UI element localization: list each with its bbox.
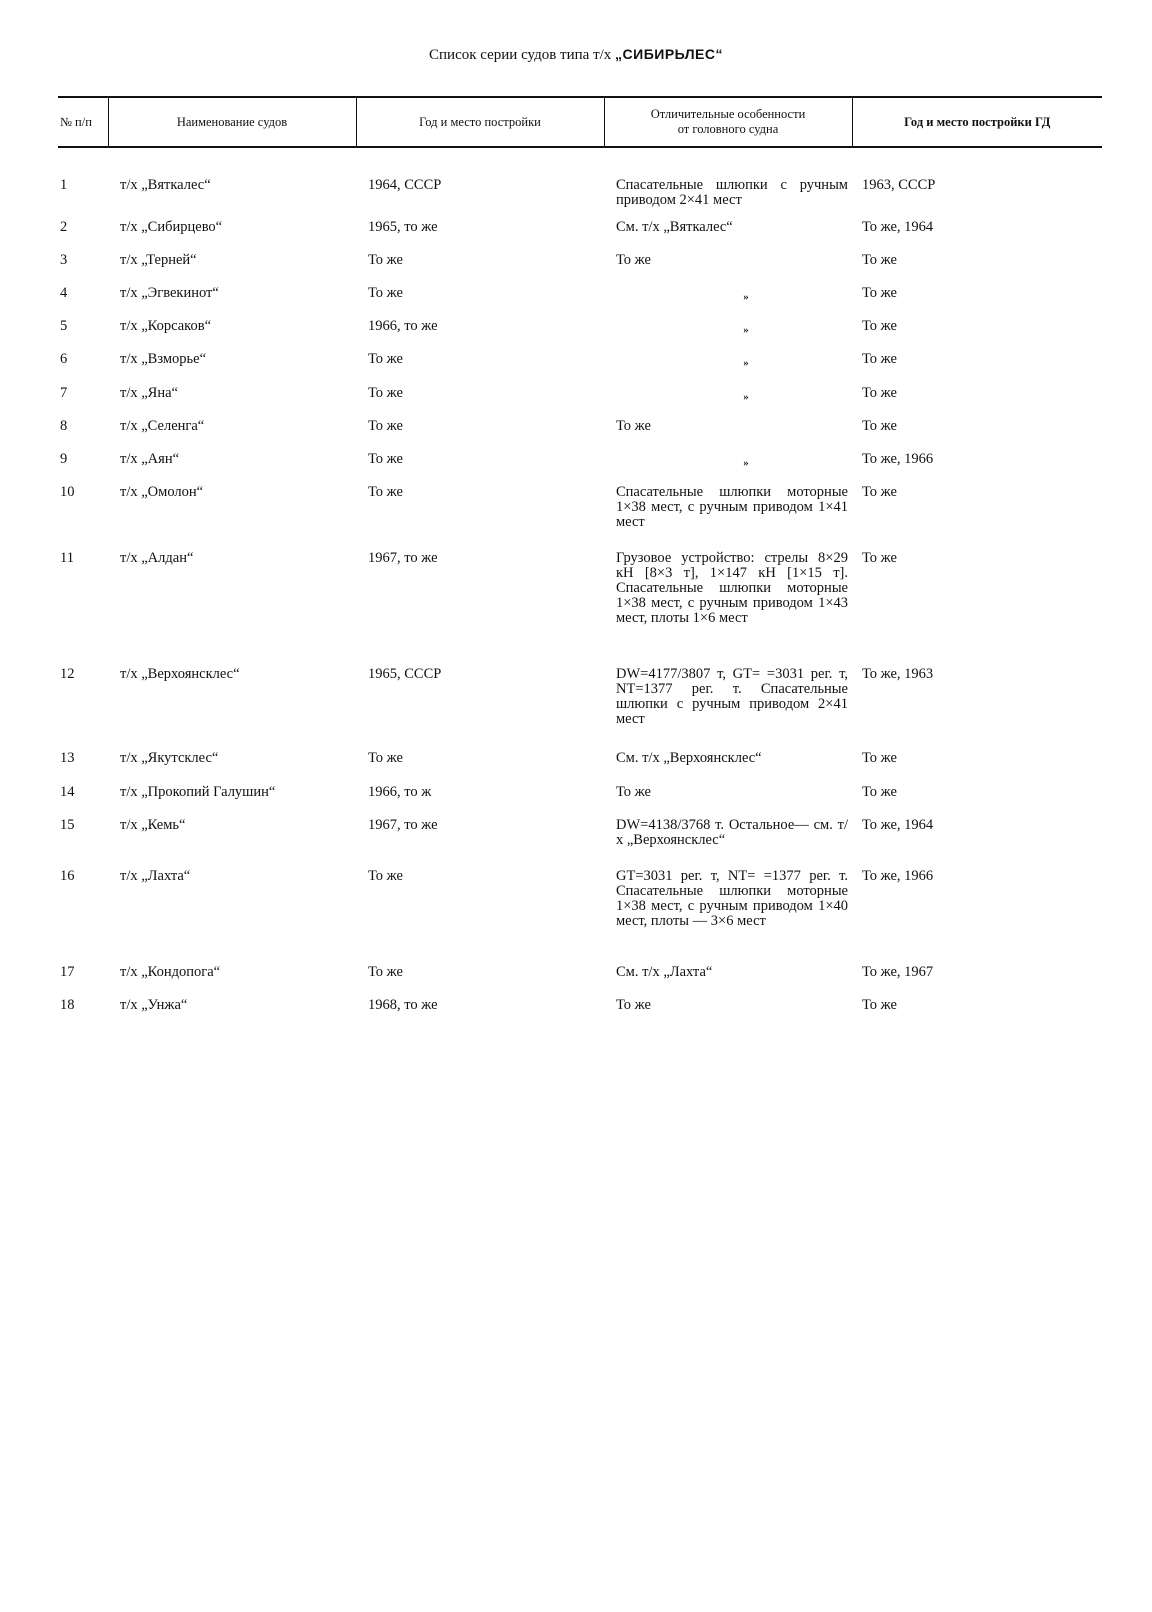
title-ship-type: „СИБИРЬЛЕС“ <box>615 46 723 62</box>
ditto-mark: » <box>743 357 749 369</box>
engine-build-cell: То же, 1967 <box>862 964 934 980</box>
engine-build-cell: То же <box>862 252 897 268</box>
build-year-cell: 1968, то же <box>368 997 438 1013</box>
distinctive-features-cell <box>604 452 852 485</box>
row-number-cell: 16 <box>60 868 75 884</box>
table-row <box>58 485 1102 551</box>
vessel-name-cell: т/х „Унжа“ <box>120 997 188 1013</box>
build-year-cell: 1967, то же <box>368 550 438 566</box>
column-header-number: № п/п <box>58 97 108 147</box>
column-header-features: Отличительные особенности от головного судна <box>604 97 852 147</box>
vessel-name-cell: т/х „Взморье“ <box>120 351 207 367</box>
table-row <box>58 551 1102 667</box>
row-number-cell: 2 <box>60 219 68 235</box>
table-row <box>58 785 1102 818</box>
build-year-cell: То же <box>368 964 403 980</box>
engine-build-cell: То же <box>862 484 897 500</box>
table-row <box>58 998 1102 1031</box>
distinctive-features-cell: См. т/х „Верхоянсклес“ <box>616 750 762 766</box>
engine-build-cell: То же <box>862 550 897 566</box>
engine-build-cell: То же <box>862 285 897 301</box>
table-row <box>58 869 1102 965</box>
row-number-cell: 1 <box>60 177 68 193</box>
ships-table <box>58 96 1102 1031</box>
row-number-cell: 17 <box>60 964 75 980</box>
distinctive-features-cell: То же <box>616 997 651 1013</box>
engine-build-cell: То же, 1963 <box>862 666 934 682</box>
distinctive-features-cell: Спасательные шлюпки с ручным приводом 2×41 мест <box>616 177 848 208</box>
engine-build-cell: То же <box>862 784 897 800</box>
build-year-cell: То же <box>368 868 403 884</box>
row-number-cell: 13 <box>60 750 75 766</box>
vessel-name-cell: т/х „Селенга“ <box>120 418 205 434</box>
build-year-cell: 1966, то же <box>368 318 438 334</box>
row-number-cell: 5 <box>60 318 68 334</box>
distinctive-features-cell: DW=4138/3768 т. Остальное— см. т/х „Верхоянсклес“ <box>616 817 848 848</box>
build-year-cell: То же <box>368 484 403 500</box>
header-spacer <box>58 147 1102 178</box>
vessel-name-cell: т/х „Омолон“ <box>120 484 204 500</box>
column-header-build-year: Год и место постройки <box>356 97 604 147</box>
row-number-cell: 14 <box>60 784 75 800</box>
row-number-cell: 4 <box>60 285 68 301</box>
vessel-name-cell: т/х „Якутсклес“ <box>120 750 219 766</box>
distinctive-features-cell <box>604 352 852 386</box>
distinctive-features-cell: Спасательные шлюпки моторные 1×38 мест, с ручным приводом 1×41 мест <box>616 484 848 530</box>
row-number-cell: 8 <box>60 418 68 434</box>
build-year-cell: То же <box>368 385 403 401</box>
table-row <box>58 286 1102 319</box>
row-number-cell: 12 <box>60 666 75 682</box>
table-row <box>58 352 1102 386</box>
engine-build-cell: То же, 1966 <box>862 451 934 467</box>
row-number-cell: 6 <box>60 351 68 367</box>
vessel-name-cell: т/х „Кемь“ <box>120 817 186 833</box>
vessel-name-cell: т/х „Терней“ <box>120 252 197 268</box>
table-header <box>58 97 1102 147</box>
column-header-engine-build: Год и место постройки ГД <box>852 97 1102 147</box>
vessel-name-cell: т/х „Корсаков“ <box>120 318 212 334</box>
table-body <box>58 147 1102 1031</box>
distinctive-features-cell <box>604 319 852 352</box>
ditto-mark: » <box>743 324 749 336</box>
engine-build-cell: То же <box>862 385 897 401</box>
build-year-cell: 1965, СССР <box>368 666 442 682</box>
table-row <box>58 253 1102 286</box>
distinctive-features-cell <box>604 386 852 419</box>
engine-build-cell: То же, 1964 <box>862 219 934 235</box>
table-row <box>58 220 1102 253</box>
build-year-cell: То же <box>368 285 403 301</box>
table-row <box>58 818 1102 869</box>
vessel-name-cell: т/х „Алдан“ <box>120 550 194 566</box>
distinctive-features-cell: См. т/х „Лахта“ <box>616 964 713 980</box>
build-year-cell: То же <box>368 418 403 434</box>
build-year-cell: То же <box>368 750 403 766</box>
distinctive-features-cell: То же <box>616 252 651 268</box>
ditto-mark: » <box>743 291 749 303</box>
build-year-cell: 1965, то же <box>368 219 438 235</box>
distinctive-features-cell: То же <box>616 418 651 434</box>
row-number-cell: 10 <box>60 484 75 500</box>
vessel-name-cell: т/х „Кондопога“ <box>120 964 221 980</box>
vessel-name-cell: т/х „Прокопий Галушин“ <box>120 784 276 800</box>
table-row <box>58 419 1102 452</box>
vessel-name-cell: т/х „Эгвекинот“ <box>120 285 219 301</box>
vessel-name-cell: т/х „Верхоянсклес“ <box>120 666 240 682</box>
engine-build-cell: То же, 1966 <box>862 868 934 884</box>
build-year-cell: 1964, СССР <box>368 177 442 193</box>
engine-build-cell: То же <box>862 997 897 1013</box>
distinctive-features-cell: DW=4177/3807 т, GT= =3031 рег. т, NT=1377 рег. т. Спасательные шлюпки с ручным приводом 2×41 мест <box>616 666 848 727</box>
table-row <box>58 178 1102 220</box>
build-year-cell: То же <box>368 351 403 367</box>
table-row <box>58 386 1102 419</box>
distinctive-features-cell: GT=3031 рег. т, NT= =1377 рег. т. Спасательные шлюпки моторные 1×38 мест, с ручным приводом 1×40 мест, плоты — 3×6 мест <box>616 868 848 929</box>
vessel-name-cell: т/х „Вяткалес“ <box>120 177 211 193</box>
page-title <box>0 46 1152 64</box>
ditto-mark: » <box>743 391 749 403</box>
build-year-cell: То же <box>368 451 403 467</box>
engine-build-cell: То же <box>862 750 897 766</box>
distinctive-features-cell: То же <box>616 784 651 800</box>
ditto-mark: » <box>743 457 749 469</box>
vessel-name-cell: т/х „Аян“ <box>120 451 180 467</box>
build-year-cell: 1967, то же <box>368 817 438 833</box>
row-number-cell: 11 <box>60 550 74 566</box>
engine-build-cell: 1963, СССР <box>862 177 936 193</box>
engine-build-cell: То же <box>862 351 897 367</box>
vessel-name-cell: т/х „Лахта“ <box>120 868 191 884</box>
distinctive-features-cell: См. т/х „Вяткалес“ <box>616 219 733 235</box>
row-number-cell: 9 <box>60 451 68 467</box>
table-row <box>58 452 1102 485</box>
table-row <box>58 319 1102 352</box>
table-row <box>58 667 1102 751</box>
engine-build-cell: То же <box>862 418 897 434</box>
engine-build-cell: То же, 1964 <box>862 817 934 833</box>
table-row <box>58 751 1102 785</box>
row-number-cell: 7 <box>60 385 68 401</box>
vessel-name-cell: т/х „Яна“ <box>120 385 178 401</box>
distinctive-features-cell <box>604 286 852 319</box>
vessel-name-cell: т/х „Сибирцево“ <box>120 219 223 235</box>
build-year-cell: То же <box>368 252 403 268</box>
row-number-cell: 15 <box>60 817 75 833</box>
row-number-cell: 18 <box>60 997 75 1013</box>
engine-build-cell: То же <box>862 318 897 334</box>
distinctive-features-cell: Грузовое устройство: стрелы 8×29 кН [8×3 т], 1×147 кН [1×15 т]. Спасательные шлюпки моторные 1×38 мест, с ручным приводом 1×43 мест, плоты 1×6 мест <box>616 550 848 626</box>
column-header-name: Наименование судов <box>108 97 356 147</box>
title-prefix: Список серии судов типа т/х <box>429 47 612 63</box>
row-number-cell: 3 <box>60 252 68 268</box>
build-year-cell: 1966, то ж <box>368 784 432 800</box>
table-row <box>58 965 1102 998</box>
